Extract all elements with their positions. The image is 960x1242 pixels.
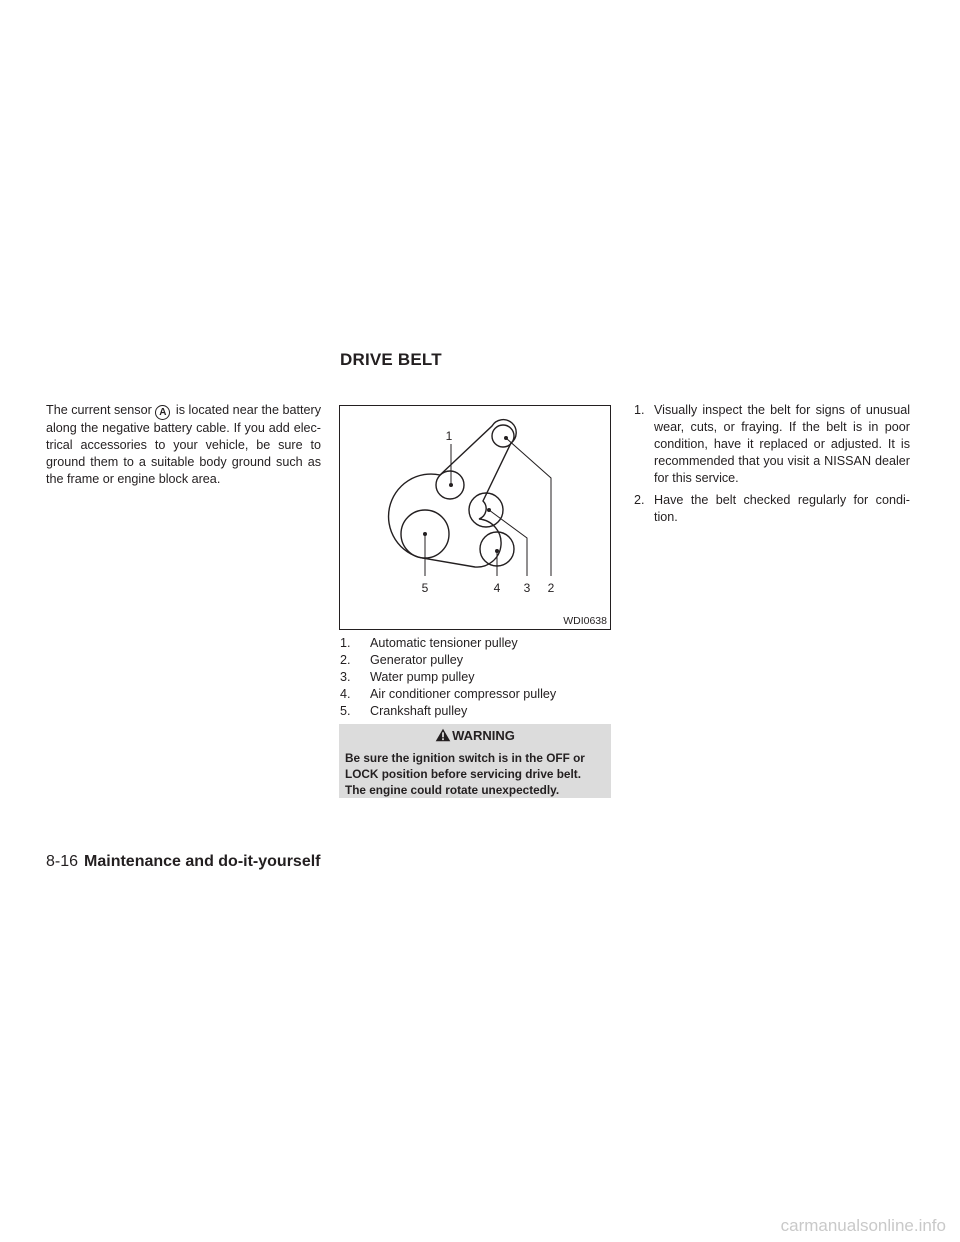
step-number: 2.	[634, 493, 645, 507]
legend-item-text: Generator pulley	[370, 653, 464, 667]
callout-5: 5	[421, 581, 429, 595]
callout-2: 2	[547, 581, 555, 595]
legend-item-text: Water pump pulley	[370, 670, 475, 684]
warning-box	[339, 724, 611, 798]
step-item	[634, 402, 910, 487]
legend-item	[340, 669, 556, 686]
warning-triangle-icon	[435, 728, 451, 746]
water-pump-hub	[487, 508, 491, 512]
legend-item-number: 5.	[340, 704, 351, 718]
current-sensor-paragraph	[46, 402, 321, 488]
legend-item-number: 2.	[340, 653, 351, 667]
paragraph-text-before: The current sensor	[46, 403, 156, 417]
step-item	[634, 492, 910, 526]
generator-pulley	[492, 425, 514, 447]
legend-item	[340, 652, 556, 669]
figure-code: WDI0638	[563, 615, 607, 627]
legend-item-text: Crankshaft pulley	[370, 704, 468, 718]
tensioner-hub	[449, 483, 453, 487]
pulley-legend	[340, 635, 556, 720]
legend-item-text: Air conditioner compressor pulley	[370, 687, 557, 701]
step-text: Have the belt checked regularly for condi-tion.	[654, 493, 910, 524]
legend-item-number: 1.	[340, 636, 351, 650]
section-title: DRIVE BELT	[340, 350, 442, 369]
step-number: 1.	[634, 403, 645, 417]
warning-title: WARNING	[452, 728, 515, 743]
inspection-steps	[634, 402, 910, 531]
step-text: Visually inspect the belt for signs of unusual wear, cuts, or fraying. If the belt is in poor condition, have it replaced or adjusted. It is recommended that you visit a NISSAN dealer for this service.	[654, 403, 910, 485]
legend-item-text: Automatic tensioner pulley	[370, 636, 518, 650]
callout-3: 3	[523, 581, 531, 595]
generator-hub	[504, 436, 508, 440]
legend-item	[340, 703, 556, 720]
legend-item-number: 3.	[340, 670, 351, 684]
page-footer	[46, 852, 321, 872]
drive-belt-diagram	[339, 405, 611, 630]
belt-routing-drawing	[340, 406, 612, 631]
ac-compressor-hub	[495, 549, 499, 553]
legend-item	[340, 635, 556, 652]
callout-1: 1	[445, 429, 453, 443]
crankshaft-hub	[423, 532, 427, 536]
current-sensor-paragraph-column	[46, 402, 321, 488]
circled-marker-a: A	[155, 405, 170, 420]
legend-item	[340, 686, 556, 703]
chapter-title: Maintenance and do-it-yourself	[84, 853, 321, 870]
belt-path	[389, 420, 517, 567]
paragraph-text-after: is located near the battery along the negative battery cable. If you add elec-trical accessories to your vehicle, be sure to ground them to a suitable body ground such as the frame or engine block area.	[46, 403, 321, 486]
callout-4: 4	[493, 581, 501, 595]
page-number: 8-16	[46, 853, 79, 870]
watermark: carmanualsonline.info	[780, 1216, 946, 1235]
warning-text: Be sure the ignition switch is in the OFF or LOCK position before servicing drive belt. The engine could rotate unexpectedly.	[345, 751, 585, 797]
warning-header	[345, 728, 605, 746]
legend-item-number: 4.	[340, 687, 351, 701]
